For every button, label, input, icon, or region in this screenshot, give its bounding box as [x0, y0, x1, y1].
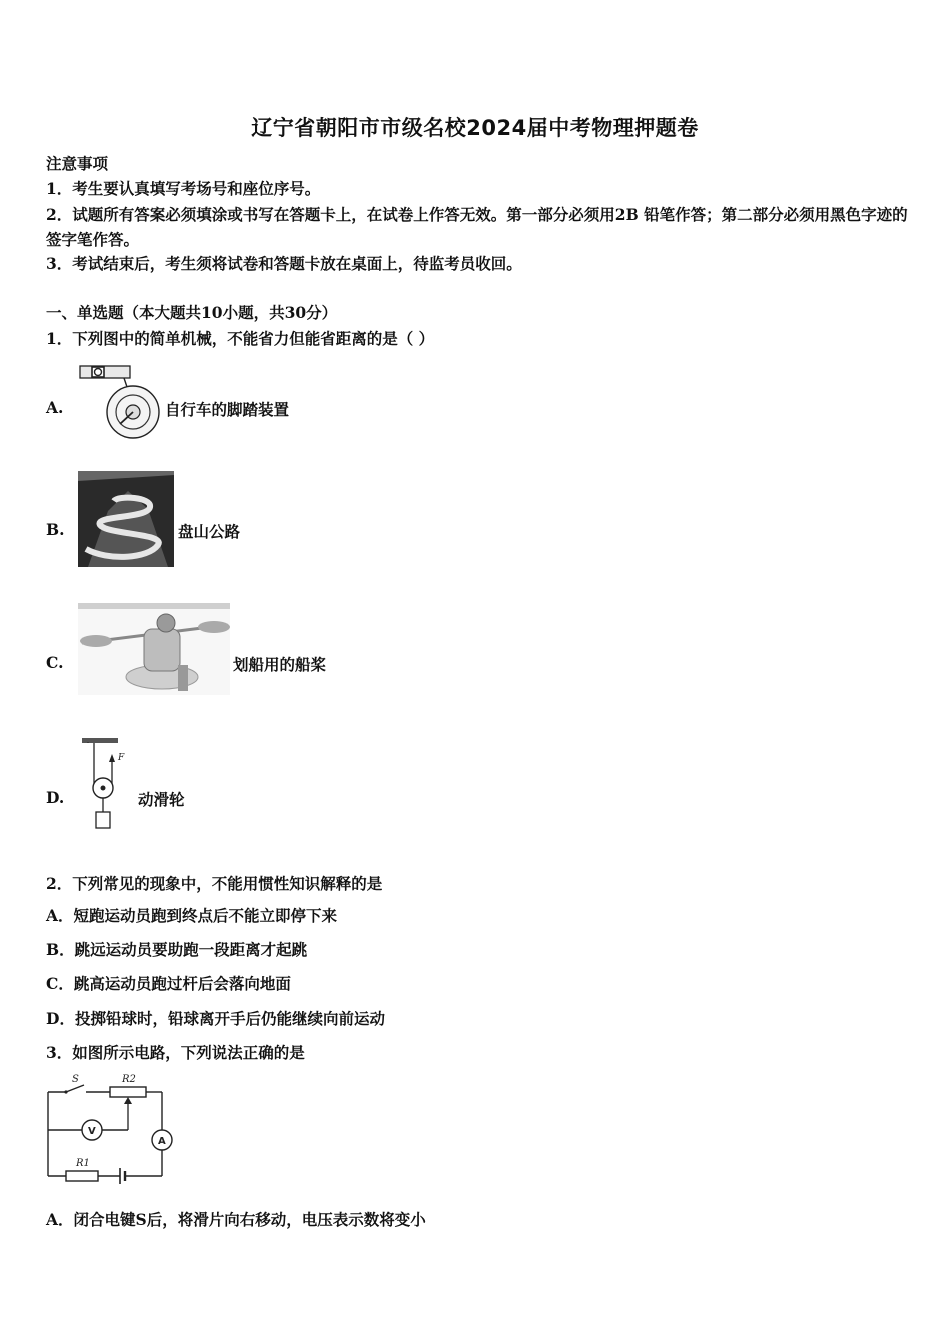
q2-option-d: D．投掷铅球时，铅球离开手后仍能继续向前运动 [46, 1009, 385, 1028]
q1-option-d-letter: D. [46, 788, 65, 807]
q1-option-d-label: 动滑轮 [138, 790, 185, 809]
section-heading: 一、单选题（本大题共10小题，共30分） [46, 303, 338, 322]
q2-option-a: A．短跑运动员跑到终点后不能立即停下来 [46, 906, 338, 925]
resistor-label: R1 [76, 1158, 90, 1169]
notice-item-3: 3．考试结束后，考生须将试卷和答题卡放在桌面上，待监考员收回。 [46, 254, 522, 273]
notice-item-1: 1．考生要认真填写考场号和座位序号。 [46, 179, 321, 198]
q1-option-c-letter: C. [46, 653, 64, 672]
q2-option-b: B．跳远运动员要助跑一段距离才起跳 [46, 940, 308, 959]
q1-option-a-label: 自行车的脚踏装置 [165, 400, 290, 419]
notice-heading: 注意事项 [46, 154, 109, 173]
circuit-diagram [44, 1070, 180, 1186]
q3-stem: 3．如图所示电路，下列说法正确的是 [46, 1043, 305, 1062]
voltmeter-label: V [88, 1126, 96, 1137]
page-title: 辽宁省朝阳市市级名校2024届中考物理押题卷 [251, 116, 699, 140]
q1-option-c-label: 划船用的船桨 [233, 655, 327, 674]
q3-option-a: A．闭合电键S后，将滑片向右移动，电压表示数将变小 [46, 1210, 426, 1229]
notice-item-2: 2．试题所有答案必须填涂或书写在答题卡上，在试卷上作答无效。第一部分必须用2B 铅笔作答；第二部分必须用黑色字迹的签字笔作答。 [46, 205, 908, 249]
q1-option-b-label: 盘山公路 [178, 522, 241, 541]
switch-label: S [72, 1074, 79, 1085]
q2-stem: 2．下列常见的现象中，不能用惯性知识解释的是 [46, 874, 383, 893]
pulley-force-label: F [118, 753, 125, 763]
bicycle-pedal-image [78, 362, 164, 444]
q1-option-b-letter: B. [46, 520, 65, 539]
rheostat-label: R2 [122, 1074, 136, 1085]
ammeter-label: A [158, 1136, 166, 1147]
q1-stem: 1．下列图中的简单机械，不能省力但能省距离的是（ ） [46, 329, 435, 348]
q2-option-c: C．跳高运动员跑过杆后会落向地面 [46, 974, 291, 993]
q1-option-a-letter: A. [46, 398, 64, 417]
mountain-road-image [78, 471, 174, 567]
boat-oar-image [78, 603, 230, 695]
movable-pulley-image [80, 736, 130, 834]
